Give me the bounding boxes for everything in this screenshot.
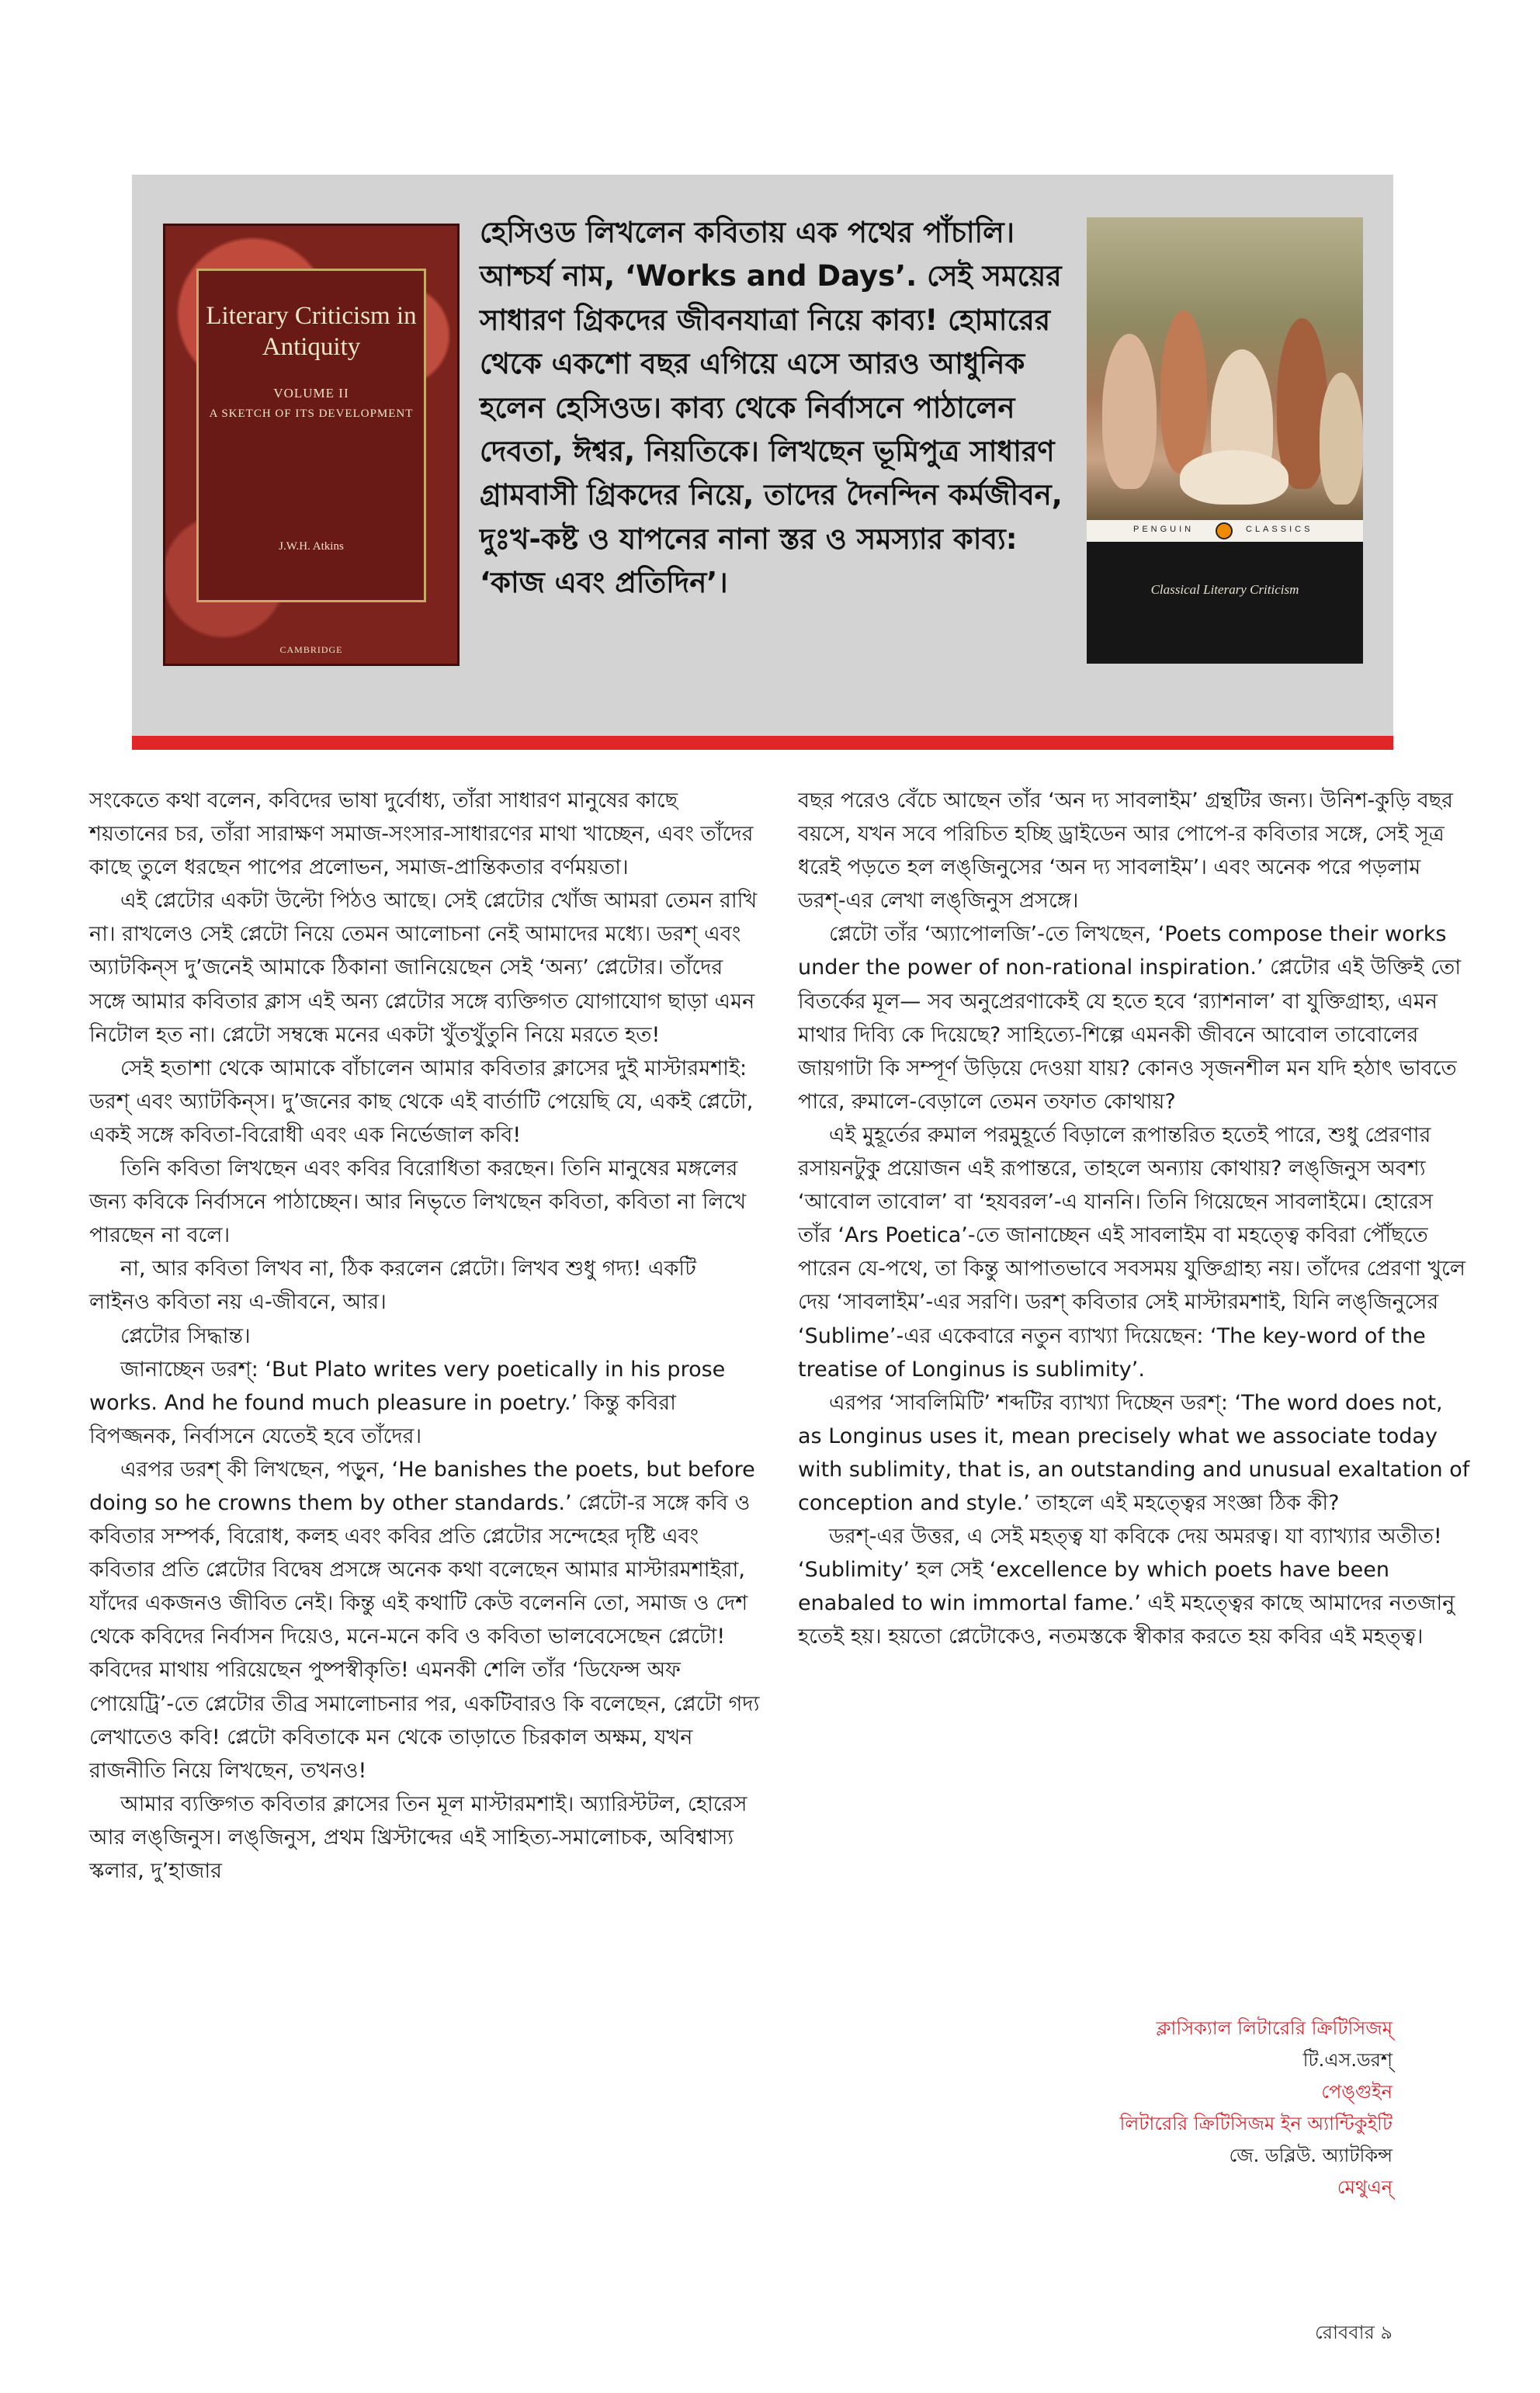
credit-line: টি.এস.ডরশ্ (1302, 2049, 1393, 2071)
paragraph: প্লেটোর সিদ্ধান্ত। (120, 1323, 251, 1348)
publisher-right: CLASSICS (1246, 525, 1313, 534)
book1-title: Literary Criticism in Antiquity (206, 302, 417, 361)
penguin-classics-band (1087, 520, 1363, 542)
book1-subtitle: A SKETCH OF ITS DEVELOPMENT (209, 408, 414, 420)
paragraph: সেই হতাশা থেকে আমাকে বাঁচালেন আমার কবিতার ক্লাসের দুই মাস্টারমশাই: ডরশ্‌ এবং অ্যাটকিন্‌স। দু’জনের কাছ থেকে এই বার্তাটি পেয়েছি যে, একই প্লেটো, একই সঙ্গে কবিতা-বিরোধী এবং এক নির্ভেজাল কবি! (89, 1056, 754, 1147)
intro-text: হেসিওড লিখলেন কবিতায় এক পথের পাঁচালি। আশ্চর্য নাম, ‘Works and Days’. সেই সময়ের সাধারণ গ্রিকদের জীবনযাত্রা নিয়ে কাব্য! হোমারের থেকে একশো বছর এগিয়ে এসে আরও আধুনিক হলেন হেসিওড। কাব্য থেকে নির্বাসনে পাঠালেন দেবতা, ঈশ্বর, নিয়তিকে। লিখছেন ভূমিপুত্র সাধারণ গ্রামবাসী গ্রিকদের নিয়ে, তাদের দৈনন্দিন কর্মজীবন, দুঃখ-কষ্ট ও যাপনের নানা স্তর ও সমস্যার কাব্য: ‘কাজ এবং প্রতিদিন’। (480, 216, 1063, 600)
credit-line: ক্লাসিক্যাল লিটারেরি ক্রিটিসিজম্ (1156, 2017, 1393, 2039)
paragraph: না, আর কবিতা লিখব না, ঠিক করলেন প্লেটো। লিখব শুধু গদ্য! একটি লাইনও কবিতা নয় এ-জীবনে, আর। (89, 1257, 696, 1315)
cover-painting (1087, 217, 1363, 520)
book2-title: Classical Literary Criticism (1150, 582, 1299, 597)
paragraph: এই প্লেটোর একটা উল্টো পিঠও আছে। সেই প্লেটোর খোঁজ আমরা তেমন রাখি না। রাখলেও সেই প্লেটো নিয়ে তেমন আলোচনা নেই আমাদের মধ্যে। ডরশ্‌ এবং অ্যাটকিন্‌স দু’জনেই আমাকে ঠিকানা জানিয়েছেন সেই ‘অন্য’ প্লেটোর। তাঁদের সঙ্গে আমার কবিতার ক্লাস এই অন্য প্লেটোর সঙ্গে ব্যক্তিগত যোগাযোগ ছাড়া এমন নিটোল হত না। প্লেটো সম্বন্ধে মনের একটা খুঁতখুঁতুনি নিয়ে মরতে হত! (89, 889, 758, 1047)
page-footer: রোববার ৯ (1315, 2322, 1393, 2343)
penguin-logo-icon (1216, 522, 1233, 539)
book1-author: J.W.H. Atkins (279, 540, 344, 553)
paragraph: সংকেতে কথা বলেন, কবিদের ভাষা দুর্বোধ্য, তাঁরা সাধারণ মানুষের কাছে শয়তানের চর, তাঁরা সারাক্ষণ সমাজ-সংসার-সাধারণের মাথা খাচ্ছেন, এবং তাঁদের কাছে তুলে ধরছেন পাপের প্রলোভন, সমাজ-প্রান্তিকতার বর্ণময়তা। (89, 789, 754, 880)
book-credits (849, 2013, 1393, 2204)
publisher-left: PENGUIN (1133, 525, 1195, 534)
book-cover-label (196, 269, 426, 602)
article-column-right (798, 784, 1472, 1653)
book-cover-literary-criticism-antiquity (163, 224, 460, 666)
book1-publisher: CAMBRIDGE (279, 644, 343, 655)
paragraph: ডরশ্‌-এর উত্তর, এ সেই মহত্ত্ব যা কবিকে দেয় অমরত্ব। যা ব্যাখ্যার অতীত! ‘Sublimity’ হল সেই ‘excellence by which poets have been enabaled to win immortal fame.’ এই মহত্ত্বের কাছে আমাদের নতজানু হতেই হয়। হয়তো প্লেটোকেও, নতমস্তকে স্বীকার করতে হয় কবির এই মহত্ত্ব। (798, 1524, 1455, 1649)
article-column-left (89, 784, 763, 1888)
paragraph: এরপর ‘সাবলিমিটি’ শব্দটির ব্যাখ্যা দিচ্ছেন ডরশ্‌: ‘The word does not, as Longinus uses it, mean precisely what we associate today with sublimity, that is, an outstanding and unusual exaltation of conception and style.’ তাহলে এই মহত্ত্বের সংজ্ঞা ঠিক কী? (798, 1390, 1470, 1515)
credit-line: লিটারেরি ক্রিটিসিজম ইন অ্যান্টিকুইটি (1119, 2113, 1393, 2135)
paragraph: আমার ব্যক্তিগত কবিতার ক্লাসের তিন মূল মাস্টারমশাই। অ্যারিস্টটল, হোরেস আর লঙ্‌জিনুস। লঙ্‌জিনুস, প্রথম খ্রিস্টাব্দের এই সাহিত্য-সমালোচক, অবিশ্বাস্য স্কলার, দু’হাজার (89, 1791, 747, 1883)
credit-line: পেঙ্গুইন (1321, 2081, 1393, 2103)
paragraph: জানাচ্ছেন ডরশ্‌: ‘But Plato writes very poetically in his prose works. And he found much pleasure in poetry.’ কিন্তু কবিরা বিপজ্জনক, নির্বাসনে যেতেই হবে তাঁদের। (89, 1357, 726, 1448)
paragraph: বছর পরেও বেঁচে আছেন তাঁর ‘অন দ্য সাবলাইম’ গ্রন্থটির জন্য। উনিশ-কুড়ি বছর বয়সে, যখন সবে পরিচিত হচ্ছি ড্রাইডেন আর পোপে-র কবিতার সঙ্গে, সেই সূত্র ধরেই পড়তে হল লঙ্‌জিনুসের ‘অন দ্য সাবলাইম’। এবং অনেক পরে পড়লাম ডরশ্‌-এর লেখা লঙ্‌জিনুস প্রসঙ্গে। (798, 789, 1453, 914)
credit-line: মেথুএন্ (1337, 2176, 1393, 2198)
paragraph: এই মুহূর্তের রুমাল পরমুহূর্তে বিড়ালে রূপান্তরিত হতেই পারে, শুধু প্রেরণার রসায়নটুকু প্রয়োজন এই রূপান্তরে, তাহলে অন্যায় কোথায়? লঙ্‌জিনুস অবশ্য ‘আবোল তাবোল’ বা ‘হযবরল’-এ যাননি। তিনি গিয়েছেন সাবলাইমে। হোরেস তাঁর ‘Ars Poetica’-তে জানাচ্ছেন এই সাবলাইম বা মহত্ত্বে কবিরা পৌঁছতে পারেন যে-পথে, তা কিন্তু আপাতভাবে সবসময় যুক্তিগ্রাহ্য নয়। তাঁদের প্রেরণা খুলে দেয় ‘সাবলাইম’-এর সরণি। ডরশ্‌ কবিতার সেই মাস্টারমশাই, যিনি লঙ্‌জিনুসের ‘Sublime’-এর একেবারে নতুন ব্যাখ্যা দিয়েছেন: ‘The key-word of the treatise of Longinus is sublimity’. (798, 1122, 1465, 1382)
paragraph: প্লেটো তাঁর ‘অ্যাপোলজি’-তে লিখছেন, ‘Poets compose their works under the power of non-rational inspiration.’ প্লেটোর এই উক্তিই তো বিতর্কের মূল— সব অনুপ্রেরণাকেই যে হতে হবে ‘র‌্যাশনাল’ বা যুক্তিগ্রাহ্য, এমন মাথার দিব্যি কে দিয়েছে? সাহিত্যে-শিল্পে এমনকী জীবনে আবোল তাবোলের জায়গাটা কি সম্পূর্ণ উড়িয়ে দেওয়া যায়? কোনও সৃজনশীল মন যদি হঠাৎ ভাবতে পারে, রুমালে-বেড়ালে তেমন তফাত কোথায়? (798, 922, 1462, 1114)
book-cover-classical-literary-criticism (1087, 217, 1363, 664)
paragraph: এরপর ডরশ্‌ কী লিখছেন, পড়ুন, ‘He banishes the poets, but before doing so he crowns them by other standards.’ প্লেটো-র সঙ্গে কবি ও কবিতার সম্পর্ক, বিরোধ, কলহ এবং কবির প্রতি প্লেটোর সন্দেহের দৃষ্টি এবং কবিতার প্রতি প্লেটোর বিদ্বেষ প্রসঙ্গে অনেক কথা বলেছেন আমার মাস্টারমশাইরা, যাঁদের একজনও জীবিত নেই। কিন্তু এই কথাটি কেউ বলেননি তো, সমাজ ও দেশ থেকে কবিদের নির্বাসন দিয়েও, মনে-মনে কবি ও কবিতা ভালবেসেছেন প্লেটো! কবিদের মাথায় পরিয়েছেন পুষ্পস্বীকৃতি! এমনকী শেলি তাঁর ‘ডিফেন্স অফ পোয়েট্রি’-তে প্লেটোর তীব্র সমালোচনার পর, একটিবারও কি বলেছেন, প্লেটো গদ্য লেখাতেও কবি! প্লেটো কবিতাকে মন থেকে তাড়াতে চিরকাল অক্ষম, যখন রাজনীতি নিয়ে লিখছেন, তখনও! (89, 1457, 760, 1783)
credit-line: জে. ডব্লিউ. অ্যাটকিন্স (1229, 2145, 1393, 2166)
book1-volume: VOLUME II (273, 386, 349, 401)
red-divider (132, 736, 1393, 750)
paragraph: তিনি কবিতা লিখছেন এবং কবির বিরোধিতা করছেন। তিনি মানুষের মঙ্গলের জন্য কবিকে নির্বাসনে পাঠাচ্ছেন। আর নিভৃতে লিখছেন কবিতা, কবিতা না লিখে পারছেন না বলে। (89, 1157, 747, 1248)
